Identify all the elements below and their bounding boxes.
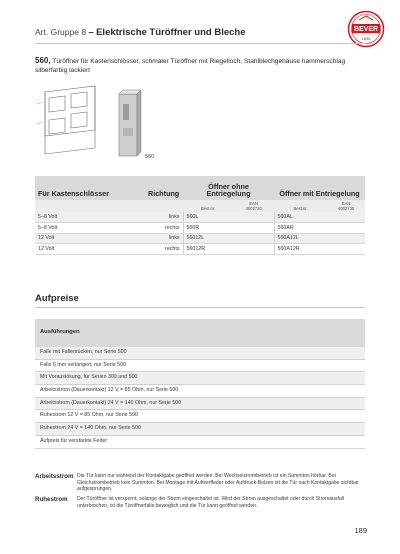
product-intro [35, 57, 365, 75]
list-item: Arbeitsstrom (Dauerkontakt) 12 V = 85 Ohm, nur Serie 500 [35, 385, 365, 398]
list-item: Mit Vorauslösung, für Serien 300 und 500 [35, 372, 365, 385]
cell-article-nr-release: 560A12R [274, 244, 327, 255]
article-group-number: 8 [81, 27, 87, 37]
definitions [35, 473, 365, 513]
ean-code: 4002730 [245, 205, 262, 211]
col-header-without: Öffner ohne Entriegelung [206, 181, 251, 199]
cell-article-nr: 56012L [183, 233, 233, 244]
cell-article-nr-release: 560AR [274, 223, 327, 234]
page-number: 189 [354, 526, 367, 535]
cell-volt: 5–8 Volt [35, 223, 145, 234]
ean-label: EAN [341, 201, 351, 206]
cell-ean [233, 212, 274, 223]
subheader-empty [35, 200, 145, 212]
table-row [35, 233, 365, 244]
cell-volt: 5–8 Volt [35, 212, 145, 223]
ean-code: 4002730 [337, 205, 355, 211]
definition-ruhestrom [35, 496, 365, 509]
section-title: Elektrische Türöffner und Bleche [96, 27, 246, 38]
definition-term: Ruhestrom [35, 496, 68, 504]
list-item: Ruhestrom 24 V = 140 Ohm, nur Serie 500 [35, 423, 365, 436]
logo-wordmark: BEVER [353, 26, 379, 34]
definition-text: Die Tür kann nur während der Kontaktgabe geöffnet werden. Bei Wechselstrombetrieb ist ein Summton hörbar. Bei Gleichstrombetrieb kein Summton. Bei Montage mit Aufwerffeder oder Aufdruck-Bolzen ist die Tür nach Kontaktgabe sichtbar aufgesprungen. [77, 473, 359, 493]
definition-text: Der Türöffner ist verspernt, solange der Strom eingeschaltet ist. Wird der Strom ausgeschaltet oder durch Stromausfall unterbrochen, ist die Türöffnerfalle beweglich und die Tür kann geöffnet werden. [77, 496, 345, 509]
cell-ean [327, 223, 365, 234]
subheader-ean [233, 200, 274, 212]
logo-year: 1898 [361, 36, 371, 41]
cell-ean [327, 244, 365, 255]
list-item: Falle 6 mm verlängert, nur Serie 500 [35, 360, 365, 373]
cell-direction: rechts [145, 223, 183, 234]
definition-term: Arbeitsstrom [35, 473, 74, 480]
cell-ean [233, 233, 274, 244]
surcharges-heading: Ausführungen [35, 319, 365, 347]
subheader-bestnr: Best.nr. [201, 205, 216, 211]
page-header [35, 10, 385, 40]
surcharges-title: Aufpreise [35, 293, 79, 304]
cell-ean [327, 233, 365, 244]
surcharges-divider [35, 307, 365, 308]
definition-arbeitsstrom [35, 473, 365, 493]
header-dash: – [88, 27, 94, 38]
product-caption: 560 [145, 154, 155, 160]
subheader-ean [327, 200, 365, 212]
cell-article-nr-release: 560A12L [274, 233, 327, 244]
cell-ean [327, 212, 365, 223]
cell-ean [233, 223, 274, 234]
cell-article-nr: 560L [183, 212, 233, 223]
product-number: 560, [35, 56, 51, 65]
cell-ean [233, 244, 274, 255]
list-item: Arbeitsstrom (Dauerkontakt) 24 V = 140 Ohm, nur Serie 500 [35, 398, 365, 411]
cell-volt: 12 Volt [35, 244, 145, 255]
header-divider [35, 43, 365, 44]
cell-article-nr: 560R [183, 223, 233, 234]
article-group-label: Art. Gruppe [35, 27, 79, 37]
subheader-bestnr: Best.nr. [293, 205, 308, 211]
cell-direction: rechts [145, 244, 183, 255]
surcharges-list [35, 319, 365, 449]
list-item: Falle mit Fallenrücken, nur Serie 500 [35, 347, 365, 360]
table-row [35, 244, 365, 255]
ean-label: EAN [249, 201, 258, 206]
col-header-with: Öffner mit Entriegelung [279, 189, 360, 199]
subheader-empty [145, 200, 183, 212]
cell-article-nr-release: 560AL [274, 212, 327, 223]
col-header-title: Für Kastenschlösser [38, 189, 110, 199]
table-row [35, 212, 365, 223]
cell-direction: links [145, 233, 183, 244]
cell-direction: links [145, 212, 183, 223]
header-title [35, 27, 246, 38]
cell-volt: 12 Volt [35, 233, 145, 244]
col-header-direction: Richtung [148, 189, 180, 199]
table-subheader-row [35, 200, 365, 212]
product-table [35, 176, 365, 255]
door-opener-drawing [35, 84, 155, 164]
product-description: Türöffner für Kastenschlösser, schmaler Türöffner mit Riegelloch, Stahlblechgehäuse hammerschlag silberfarbig lackiert [35, 58, 346, 74]
list-item: Ruhestrom 12 V = 85 Ohm, nur Serie 500 [35, 410, 365, 423]
cell-article-nr: 56012R [183, 244, 233, 255]
list-item: Aufpreis für verstärkte Feder [35, 436, 365, 449]
table-row [35, 223, 365, 234]
table-header-row [35, 176, 365, 200]
